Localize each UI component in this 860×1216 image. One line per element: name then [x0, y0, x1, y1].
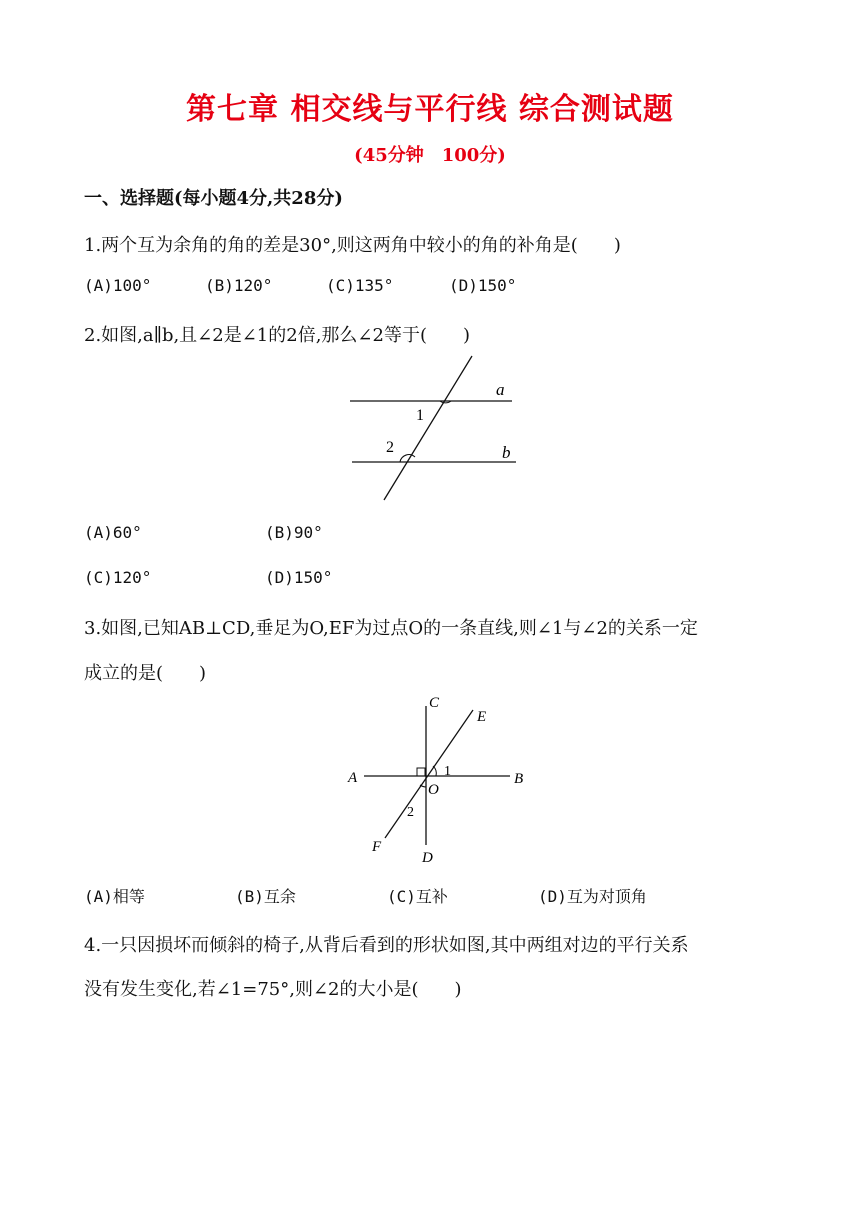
- q3-figure: [340, 690, 540, 868]
- q2-option-c: (C)120°: [84, 568, 152, 587]
- q3-option-b: (B)互余: [235, 887, 296, 906]
- label-e: E: [477, 709, 487, 725]
- line-ef: [385, 710, 473, 838]
- q2-figure: [340, 352, 530, 504]
- page-title: 第七章 相交线与平行线 综合测试题: [186, 92, 674, 127]
- q1-option-a: (A)100°: [84, 276, 152, 295]
- transversal: [384, 356, 472, 500]
- label-2: 2: [386, 439, 394, 456]
- q1-option-d: (D)150°: [449, 276, 517, 295]
- q2-option-a: (A)60°: [84, 523, 142, 542]
- q3-option-a: (A)相等: [84, 887, 145, 906]
- label-2: 2: [407, 805, 414, 820]
- label-1: 1: [444, 764, 451, 779]
- q1-option-c: (C)135°: [326, 276, 394, 295]
- right-angle-mark: [417, 768, 425, 776]
- q2-stem: 2.如图,a∥b,且∠2是∠1的2倍,那么∠2等于( ): [84, 325, 471, 346]
- label-b: B: [514, 771, 524, 787]
- q1-option-b: (B)120°: [205, 276, 273, 295]
- q4-stem-line1: 4.一只因损坏而倾斜的椅子,从背后看到的形状如图,其中两组对边的平行关系: [84, 935, 689, 956]
- section-heading: 一、选择题(每小题4分,共28分): [84, 188, 343, 209]
- label-1: 1: [416, 407, 424, 424]
- label-c: C: [429, 695, 440, 711]
- label-o: O: [428, 782, 439, 798]
- label-a: a: [496, 380, 505, 399]
- label-a: A: [348, 770, 358, 786]
- q3-option-c: (C)互补: [387, 887, 448, 906]
- q1-stem: 1.两个互为余角的角的差是30°,则这两角中较小的角的补角是( ): [84, 235, 621, 256]
- page-subtitle: (45分钟 100分): [354, 145, 506, 166]
- q3-stem-line2: 成立的是( ): [84, 663, 207, 684]
- q3-stem-line1: 3.如图,已知AB⊥CD,垂足为O,EF为过点O的一条直线,则∠1与∠2的关系一定: [84, 618, 698, 639]
- q4-stem-line2: 没有发生变化,若∠1=75°,则∠2的大小是( ): [84, 979, 462, 1000]
- label-b: b: [502, 443, 511, 462]
- label-d: D: [422, 850, 433, 866]
- q3-option-d: (D)互为对顶角: [538, 887, 647, 906]
- label-f: F: [372, 839, 382, 855]
- q2-option-b: (B)90°: [265, 523, 323, 542]
- q2-option-d: (D)150°: [265, 568, 333, 587]
